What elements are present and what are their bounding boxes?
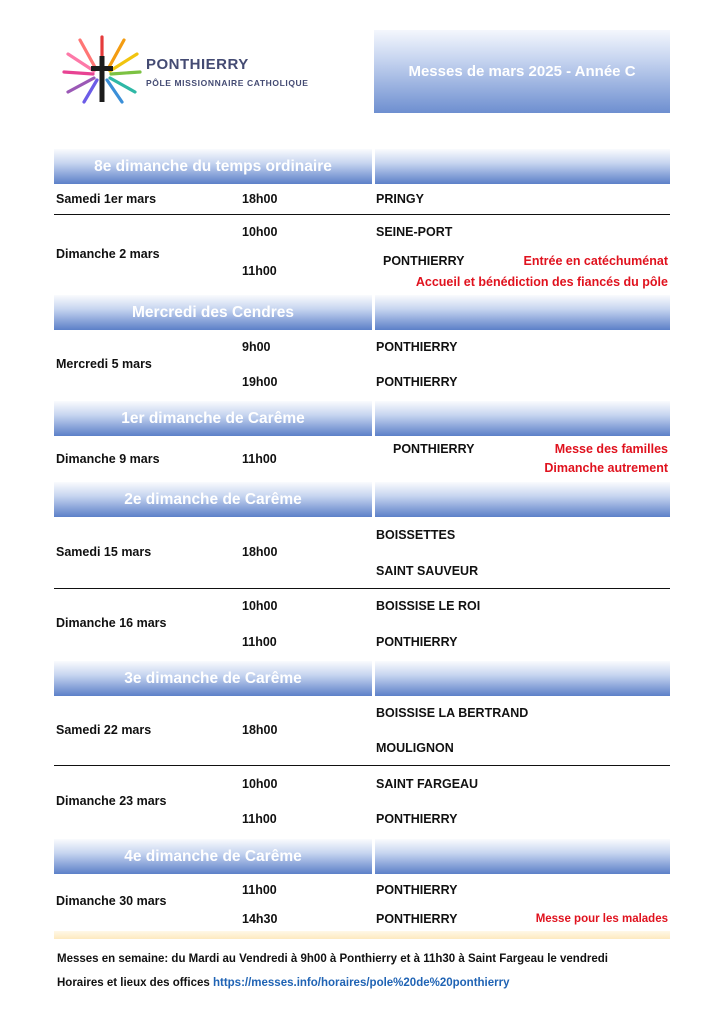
offices-link[interactable]: https://messes.info/horaires/pole%20de%20ponthierry xyxy=(212,977,510,989)
row-divider xyxy=(54,214,670,215)
row-day: Dimanche 30 mars xyxy=(56,894,167,908)
section-header xyxy=(54,482,670,517)
row-place: PONTHIERRY xyxy=(376,812,458,826)
page-title-banner xyxy=(374,30,670,113)
row-place: PONTHIERRY xyxy=(376,883,458,897)
row-time: 11h00 xyxy=(242,635,277,649)
section-header xyxy=(54,401,670,436)
page-title: Messes de mars 2025 - Année C xyxy=(408,63,636,80)
row-time: 18h00 xyxy=(242,723,278,737)
row-day: Samedi 22 mars xyxy=(56,723,152,737)
section-title: 4e dimanche de Carême xyxy=(54,839,372,874)
row-place: BOISSETTES xyxy=(376,528,456,542)
section-title: Mercredi des Cendres xyxy=(54,295,372,330)
row-time: 18h00 xyxy=(242,545,278,559)
row-day: Mercredi 5 mars xyxy=(56,357,152,371)
row-place: PONTHIERRY xyxy=(376,635,458,649)
section-header xyxy=(54,661,670,696)
row-place: SAINT FARGEAU xyxy=(376,777,479,791)
row-time: 11h00 xyxy=(242,883,277,897)
row-place: PONTHIERRY xyxy=(376,375,458,389)
row-time: 11h00 xyxy=(242,812,277,826)
row-place: PONTHIERRY xyxy=(376,340,458,354)
section-header xyxy=(54,149,670,184)
row-place: BOISSISE LE ROI xyxy=(376,599,481,613)
section-title: 3e dimanche de Carême xyxy=(54,661,372,696)
row-note: Entrée en catéchuménat xyxy=(523,254,668,268)
row-place: PONTHIERRY xyxy=(383,254,465,268)
logo-icon xyxy=(62,34,142,106)
row-divider xyxy=(54,588,670,589)
row-time: 10h00 xyxy=(242,599,278,613)
section-title: 2e dimanche de Carême xyxy=(54,482,372,517)
row-time: 10h00 xyxy=(242,777,278,791)
row-day: Dimanche 16 mars xyxy=(56,616,167,630)
row-place: PONTHIERRY xyxy=(393,442,475,456)
offices-line xyxy=(57,977,510,989)
row-time: 9h00 xyxy=(242,340,271,354)
row-place: SEINE-PORT xyxy=(376,225,453,239)
brand-name: PONTHIERRY xyxy=(146,56,249,73)
row-day: Dimanche 9 mars xyxy=(56,452,160,466)
row-time: 11h00 xyxy=(242,264,277,278)
brand-subtitle: PÔLE MISSIONNAIRE CATHOLIQUE xyxy=(146,78,309,88)
row-day: Dimanche 2 mars xyxy=(56,247,160,261)
row-divider xyxy=(54,765,670,766)
section-title: 1er dimanche de Carême xyxy=(54,401,372,436)
row-place: BOISSISE LA BERTRAND xyxy=(376,706,529,720)
section-header xyxy=(54,295,670,330)
row-note: Accueil et bénédiction des fiancés du pôle xyxy=(415,275,668,289)
footer-divider xyxy=(54,931,670,939)
row-time: 10h00 xyxy=(242,225,278,239)
row-time: 14h30 xyxy=(242,912,278,926)
row-place: MOULIGNON xyxy=(376,741,454,755)
weekday-masses-text: Messes en semaine: du Mardi au Vendredi à 9h00 à Ponthierry et à 11h30 à Saint Fargeau le vendredi xyxy=(57,953,608,965)
row-day: Samedi 15 mars xyxy=(56,545,152,559)
section-header xyxy=(54,839,670,874)
row-place: PONTHIERRY xyxy=(376,912,458,926)
row-place: PRINGY xyxy=(376,192,424,206)
row-note: Messe des familles xyxy=(554,442,668,456)
offices-label: Horaires et lieux des offices xyxy=(57,977,210,989)
row-time: 18h00 xyxy=(242,192,278,206)
row-place: SAINT SAUVEUR xyxy=(376,564,479,578)
row-time: 11h00 xyxy=(242,452,277,466)
row-note: Messe pour les malades xyxy=(535,913,668,925)
section-title: 8e dimanche du temps ordinaire xyxy=(54,149,372,184)
row-day: Samedi 1er mars xyxy=(56,192,157,206)
row-note: Dimanche autrement xyxy=(544,461,668,475)
row-time: 19h00 xyxy=(242,375,278,389)
row-day: Dimanche 23 mars xyxy=(56,794,167,808)
